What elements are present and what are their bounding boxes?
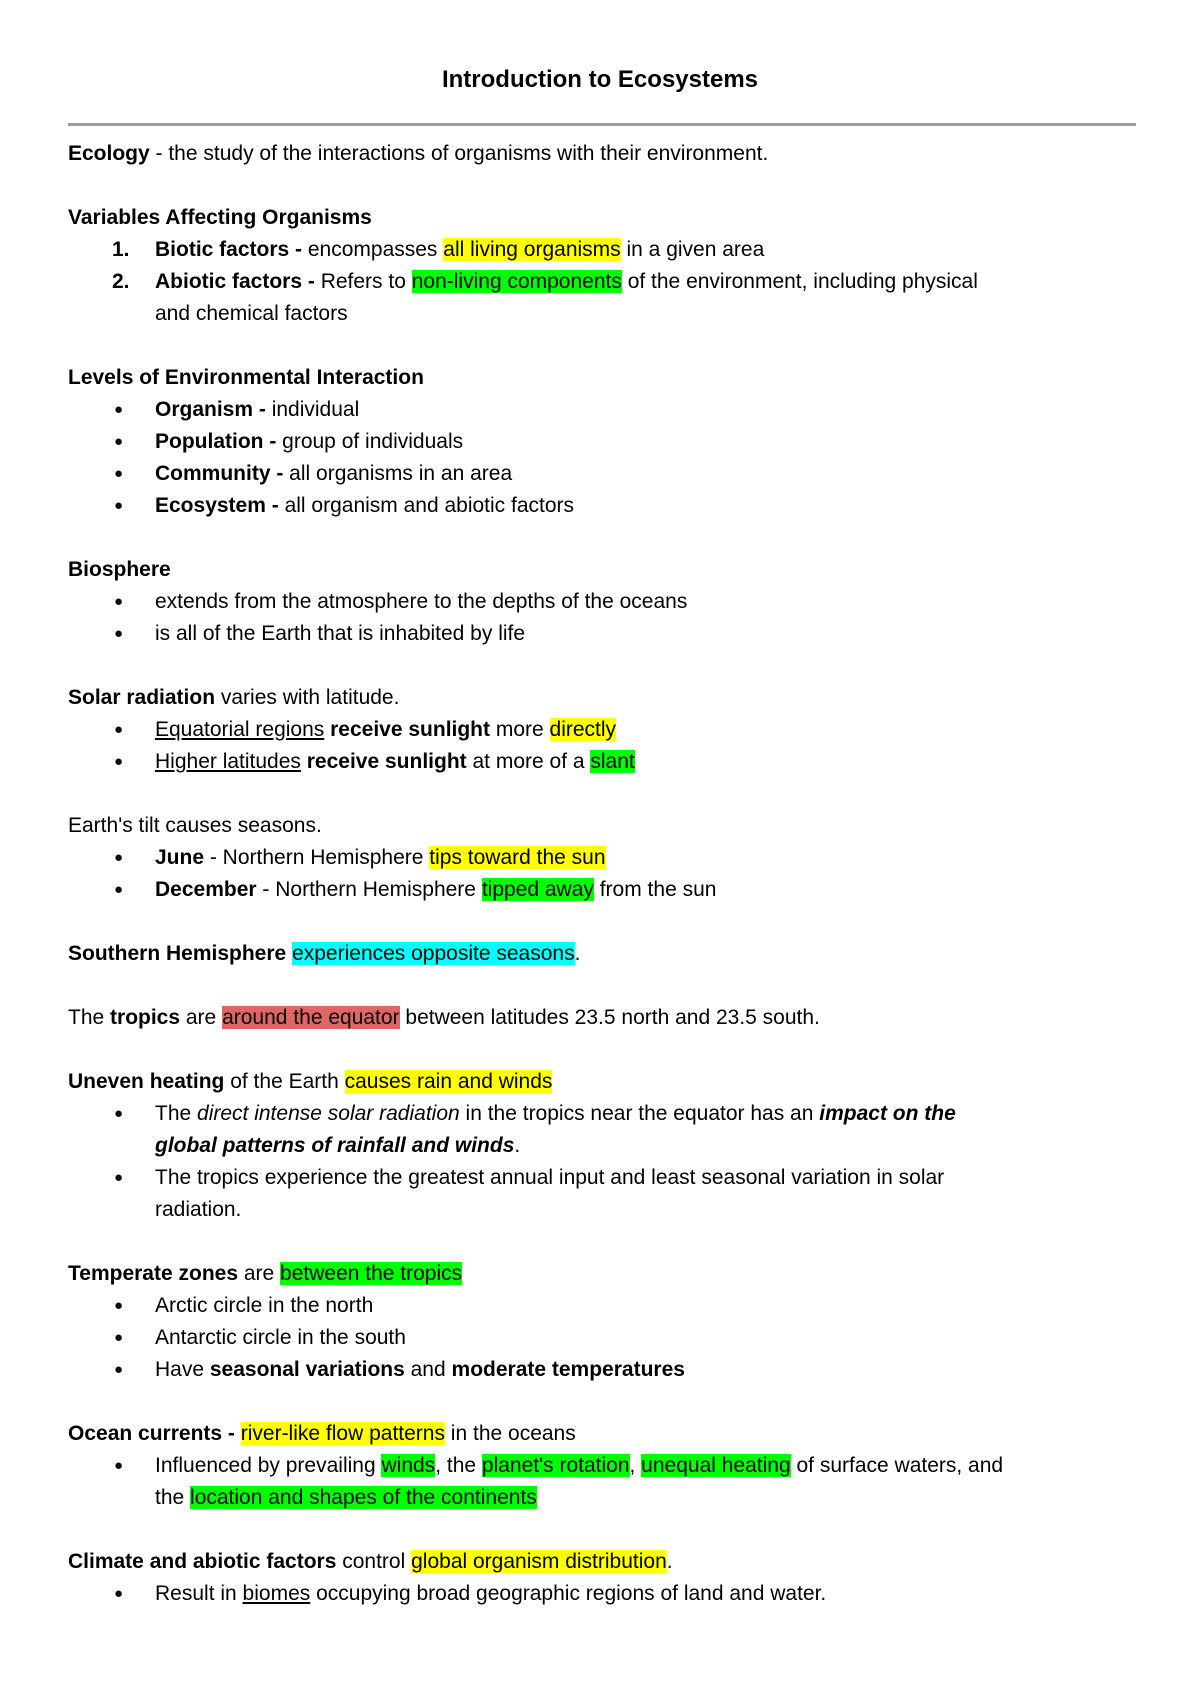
list-item-continuation: radiation.: [155, 1198, 242, 1221]
list-item: ● Ecosystem - all organism and abiotic factors: [114, 494, 575, 517]
list-item: ● Community - all organisms in an area: [114, 462, 513, 485]
document-body: [68, 138, 1148, 1610]
temperate-zones-heading: Temperate zones are between the tropics: [68, 1262, 463, 1285]
list-item: ● is all of the Earth that is inhabited by life: [114, 622, 526, 645]
list-item: 1. Biotic factors - encompasses all living organisms in a given area: [112, 238, 765, 261]
title-divider: [68, 123, 1136, 126]
solar-heading: Solar radiation varies with latitude.: [68, 686, 400, 709]
variables-heading: Variables Affecting Organisms: [68, 206, 372, 229]
list-item: ● Result in biomes occupying broad geographic regions of land and water.: [114, 1582, 827, 1605]
list-item: ● Equatorial regions receive sunlight more directly: [114, 718, 617, 741]
list-item: ● June - Northern Hemisphere tips toward the sun: [114, 846, 606, 869]
list-item: ● Have seasonal variations and moderate temperatures: [114, 1358, 685, 1381]
biosphere-heading: Biosphere: [68, 558, 171, 581]
list-item: ● The tropics experience the greatest annual input and least seasonal variation in solar: [114, 1166, 945, 1189]
list-item: ● Antarctic circle in the south: [114, 1326, 406, 1349]
page-title: Introduction to Ecosystems: [441, 66, 759, 93]
list-item: ● extends from the atmosphere to the depths of the oceans: [114, 590, 688, 613]
uneven-heating-heading: Uneven heating of the Earth causes rain and winds: [68, 1070, 553, 1093]
list-item: ● Higher latitudes receive sunlight at more of a slant: [114, 750, 635, 773]
tropics-line: The tropics are around the equator between latitudes 23.5 north and 23.5 south.: [68, 1006, 820, 1029]
list-item: ● Arctic circle in the north: [114, 1294, 374, 1317]
levels-heading: Levels of Environmental Interaction: [68, 366, 424, 389]
tilt-heading: Earth's tilt causes seasons.: [68, 814, 322, 837]
list-item: ● Influenced by prevailing winds, the planet's rotation, unequal heating of surface waters, and: [114, 1454, 1004, 1477]
list-item: 2. Abiotic factors - Refers to non-living components of the environment, including physical: [112, 270, 978, 293]
ecology-definition: Ecology - the study of the interactions of organisms with their environment.: [68, 142, 769, 165]
list-item: ● Population - group of individuals: [114, 430, 464, 453]
list-item-continuation: the location and shapes of the continents: [155, 1486, 537, 1509]
southern-hemisphere-line: Southern Hemisphere experiences opposite seasons.: [68, 942, 581, 965]
list-item: ● Organism - individual: [114, 398, 360, 421]
list-item: ● December - Northern Hemisphere tipped away from the sun: [114, 878, 717, 901]
list-item-continuation: and chemical factors: [155, 302, 348, 325]
list-item-continuation: global patterns of rainfall and winds.: [155, 1134, 521, 1157]
list-item: ● The direct intense solar radiation in the tropics near the equator has an impact on the: [114, 1102, 956, 1125]
ocean-currents-heading: Ocean currents - river-like flow patterns in the oceans: [68, 1422, 576, 1445]
climate-heading: Climate and abiotic factors control global organism distribution.: [68, 1550, 673, 1573]
